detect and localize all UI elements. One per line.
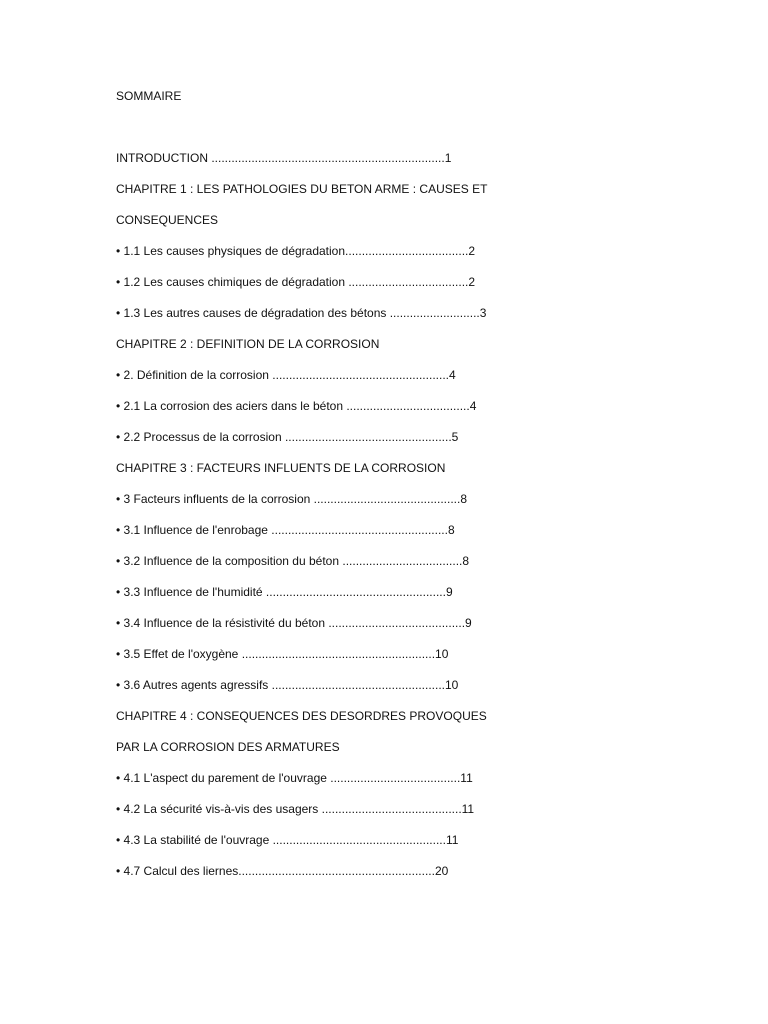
toc-entry: • 3.3 Influence de l'humidité ......................................................9 — [116, 585, 453, 599]
toc-entry: • 4.2 La sécurité vis-à-vis des usagers ..........................................11 — [116, 802, 475, 816]
toc-entry: CHAPITRE 2 : DEFINITION DE LA CORROSION — [116, 337, 380, 351]
toc-entry: • 3.2 Influence de la composition du béton ....................................8 — [116, 554, 470, 568]
toc-entry: • 2.1 La corrosion des aciers dans le béton .....................................4 — [116, 399, 477, 413]
toc-entry: CHAPITRE 4 : CONSEQUENCES DES DESORDRES PROVOQUES — [116, 709, 487, 723]
toc-entry: • 4.3 La stabilité de l'ouvrage ....................................................11 — [116, 833, 459, 847]
toc-entry: • 2.2 Processus de la corrosion ..................................................5 — [116, 430, 459, 444]
toc-entry: CHAPITRE 1 : LES PATHOLOGIES DU BETON ARME : CAUSES ET — [116, 182, 488, 196]
toc-entry: • 1.2 Les causes chimiques de dégradation ....................................2 — [116, 275, 476, 289]
toc-entry: • 3 Facteurs influents de la corrosion ............................................8 — [116, 492, 467, 506]
toc-title: SOMMAIRE — [116, 89, 182, 103]
toc-entry: • 1.3 Les autres causes de dégradation des bétons ...........................3 — [116, 306, 487, 320]
toc-entry: • 3.6 Autres agents agressifs ....................................................10 — [116, 678, 459, 692]
toc-entry: • 2. Définition de la corrosion .....................................................4 — [116, 368, 456, 382]
toc-entry: PAR LA CORROSION DES ARMATURES — [116, 740, 340, 754]
toc-entry: • 1.1 Les causes physiques de dégradation.....................................2 — [116, 244, 476, 258]
toc-entry: CHAPITRE 3 : FACTEURS INFLUENTS DE LA CORROSION — [116, 461, 446, 475]
toc-entry: • 3.5 Effet de l'oxygène ..........................................................10 — [116, 647, 449, 661]
toc-entry: • 3.4 Influence de la résistivité du béton .........................................9 — [116, 616, 472, 630]
table-of-contents — [116, 151, 487, 895]
toc-entry: • 4.1 L'aspect du parement de l'ouvrage .......................................11 — [116, 771, 473, 785]
toc-entry: • 3.1 Influence de l'enrobage .....................................................8 — [116, 523, 455, 537]
toc-entry: INTRODUCTION ......................................................................1 — [116, 151, 452, 165]
toc-entry: CONSEQUENCES — [116, 213, 219, 227]
toc-entry: • 4.7 Calcul des liernes...........................................................20 — [116, 864, 449, 878]
